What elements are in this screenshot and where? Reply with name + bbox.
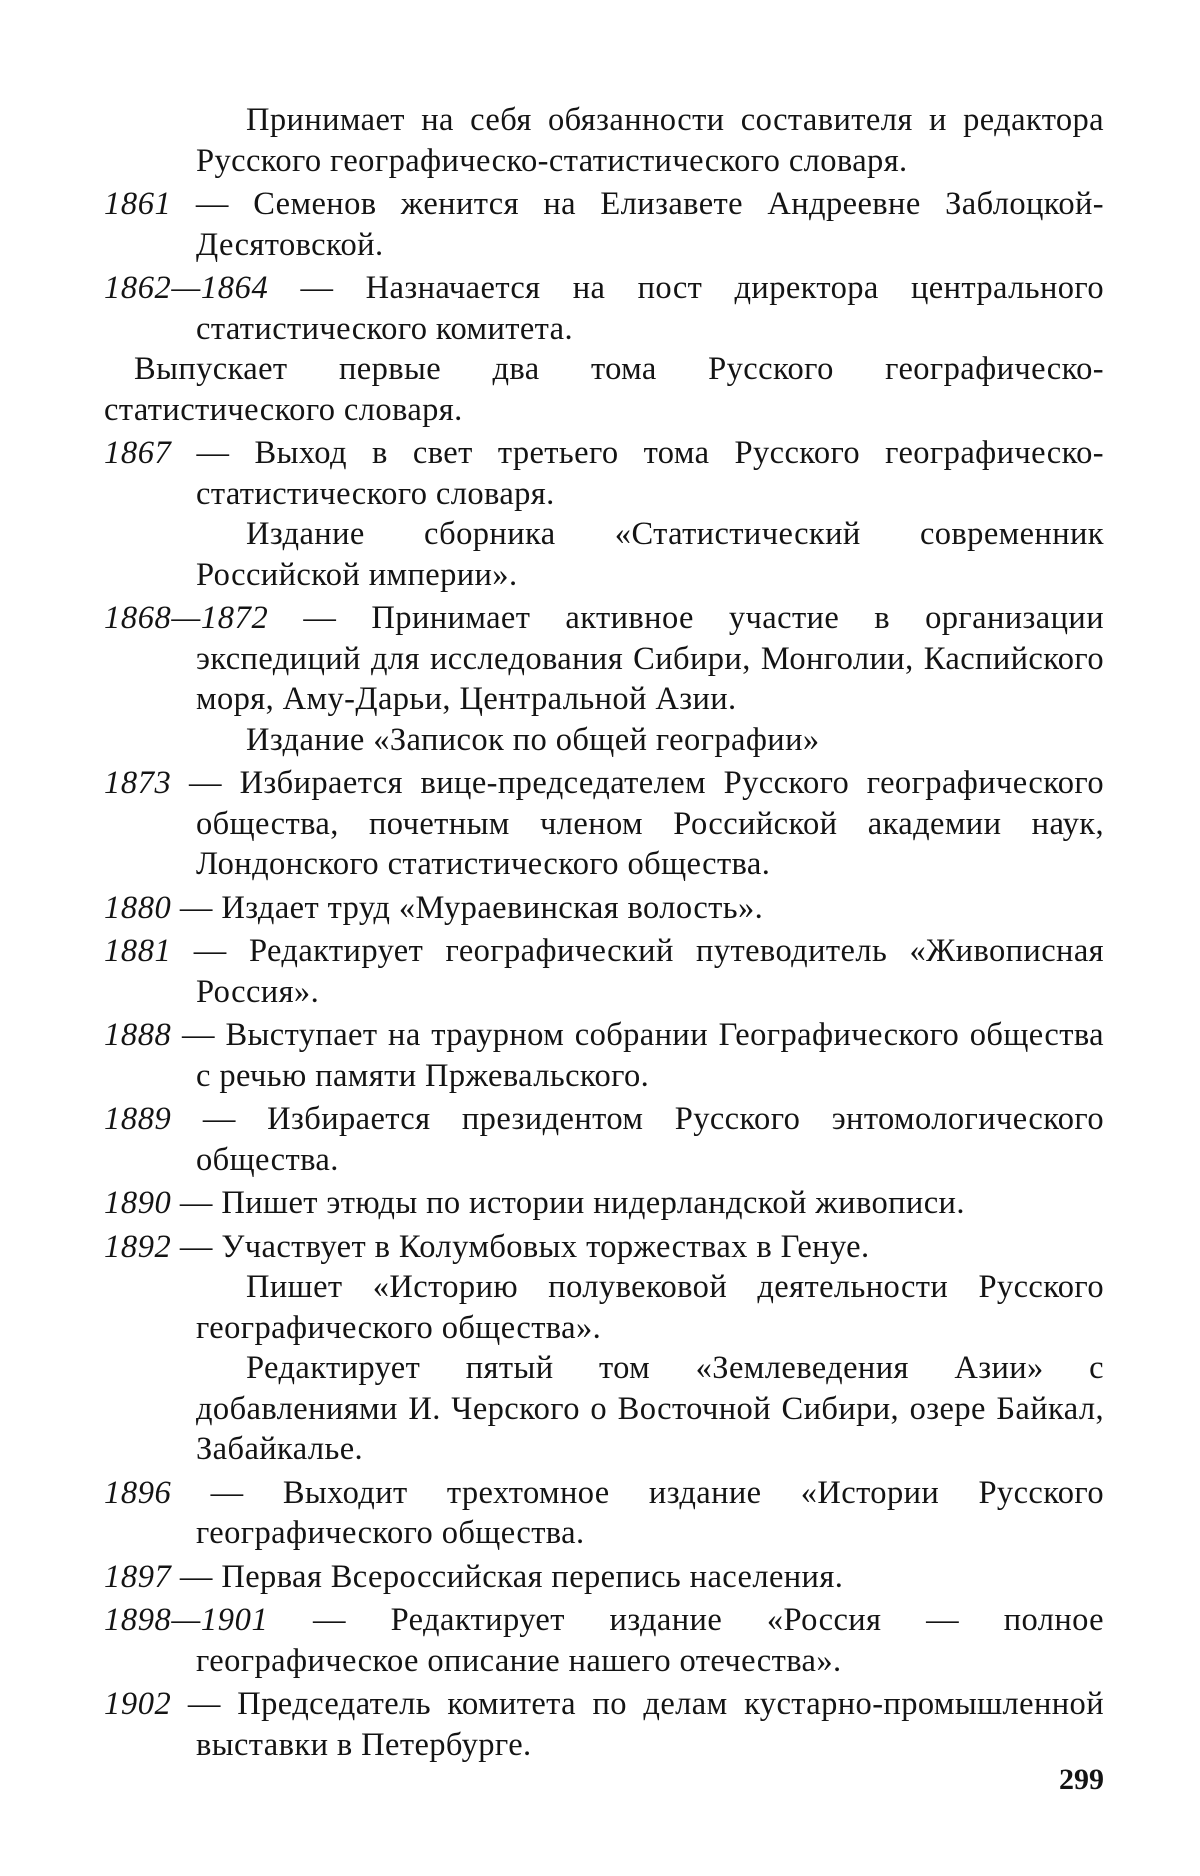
entry-dash: —: [171, 765, 240, 801]
chronology-paragraph: [104, 100, 1104, 181]
chronology-entry: [104, 598, 1104, 720]
entry-text: Избирается президентом Русского энтомологического общества.: [196, 1101, 1104, 1178]
entry-text: Редактирует издание «Россия — полное географическое описание нашего отечества».: [196, 1602, 1104, 1679]
entry-year: 1862—1864: [104, 270, 269, 306]
entry-dash: —: [268, 600, 372, 636]
entry-text: Издание «Записок по общей географии»: [246, 721, 820, 758]
entry-year: 1890: [104, 1185, 172, 1221]
chronology-entry: [104, 268, 1104, 349]
page-number: 299: [1059, 1763, 1104, 1796]
chronology-entry: [104, 1099, 1104, 1180]
entry-year: 1867: [104, 435, 172, 471]
chronology-entry: [104, 184, 1104, 265]
chronology-entry: [104, 1473, 1104, 1554]
entry-text: Первая Всероссийская перепись населения.: [221, 1558, 844, 1595]
chronology-entry: [104, 763, 1104, 885]
entry-text: Председатель комитета по делам кустарно-промышленной выставки в Петербурге.: [196, 1686, 1104, 1763]
entry-dash: —: [171, 186, 254, 222]
entry-text: Семенов женится на Елизавете Андреевне Заблоцкой-Десятовской.: [196, 186, 1104, 263]
entry-year: 1888: [104, 1017, 172, 1053]
entry-dash: —: [268, 1602, 391, 1638]
entry-text: Издание сборника «Статистический современник Российской империи».: [196, 516, 1104, 593]
entry-year: 1861: [104, 186, 172, 222]
entry-text: Издает труд «Мураевинская волость».: [221, 889, 764, 926]
entry-dash: —: [171, 1686, 238, 1722]
entry-dash: —: [171, 435, 255, 471]
entry-text: Назначается на пост директора центрального статистического комитета.: [196, 270, 1104, 347]
entry-text: Редактирует географический путеводитель «Живописная Россия».: [196, 933, 1105, 1010]
entry-dash: —: [171, 1228, 222, 1265]
chronology-paragraph: [104, 1348, 1104, 1470]
chronology-entry: [104, 1015, 1104, 1096]
entry-year: 1868—1872: [104, 600, 269, 636]
entry-year: 1881: [104, 933, 172, 969]
chronology-entry: [104, 1227, 1104, 1268]
chronology-entry: [104, 888, 1104, 929]
chronology-entry: [104, 1684, 1104, 1765]
entry-year: 1892: [104, 1228, 172, 1265]
entry-dash: —: [171, 1017, 226, 1053]
entry-dash: —: [171, 1474, 283, 1511]
entry-text: Пишет этюды по истории нидерландской живописи.: [221, 1185, 965, 1221]
entry-text: Участвует в Колумбовых торжествах в Генуе.: [221, 1228, 870, 1265]
chronology-paragraph: [104, 514, 1104, 595]
entry-year: 1896: [104, 1474, 172, 1511]
entry-year: 1873: [104, 765, 172, 801]
entry-year: 1889: [104, 1101, 172, 1137]
chronology-entry: [104, 433, 1104, 514]
entry-year: 1897: [104, 1558, 172, 1595]
chronology-entry: [104, 931, 1104, 1012]
chronology-text: [104, 100, 1104, 1765]
chronology-entry: [104, 1183, 1104, 1224]
entry-text: Выход в свет третьего тома Русского географическо-статистического словаря.: [196, 435, 1105, 512]
chronology-paragraph: [104, 349, 1104, 430]
entry-text: Выступает на траурном собрании Географического общества с речью памяти Пржевальского.: [196, 1017, 1104, 1094]
entry-dash: —: [268, 270, 366, 306]
chronology-entry: [104, 1600, 1104, 1681]
entry-year: 1902: [104, 1686, 172, 1722]
chronology-paragraph: [104, 1267, 1104, 1348]
entry-text: Принимает на себя обязанности составителя и редактора Русского географическо-статистического словаря.: [196, 102, 1104, 179]
entry-dash: —: [171, 933, 249, 969]
chronology-entry: [104, 1557, 1104, 1598]
entry-year: 1880: [104, 889, 172, 926]
entry-year: 1898—1901: [104, 1602, 269, 1638]
entry-text: Выходит трехтомное издание «Истории Русского географического общества.: [196, 1474, 1104, 1551]
chronology-paragraph: [104, 720, 1104, 761]
entry-text: Избирается вице-председателем Русского географического общества, почетным членом Российской академии наук, Лондонского статистического общества.: [196, 765, 1104, 882]
entry-text: Редактирует пятый том «Землеведения Азии» с добавлениями И. Черского о Восточной Сибири, озере Байкал, Забайкалье.: [196, 1350, 1104, 1467]
entry-dash: —: [171, 1101, 268, 1137]
entry-dash: —: [171, 1185, 222, 1221]
entry-dash: —: [171, 889, 222, 926]
entry-text: Пишет «Историю полувековой деятельности Русского географического общества».: [196, 1269, 1104, 1346]
entry-text: Выпускает первые два тома Русского географическо-статистического словаря.: [104, 351, 1104, 428]
entry-text: Принимает активное участие в организации экспедиций для исследования Сибири, Монголии, Каспийского моря, Аму-Дарьи, Центральной Азии.: [196, 600, 1105, 717]
entry-dash: —: [171, 1558, 222, 1595]
